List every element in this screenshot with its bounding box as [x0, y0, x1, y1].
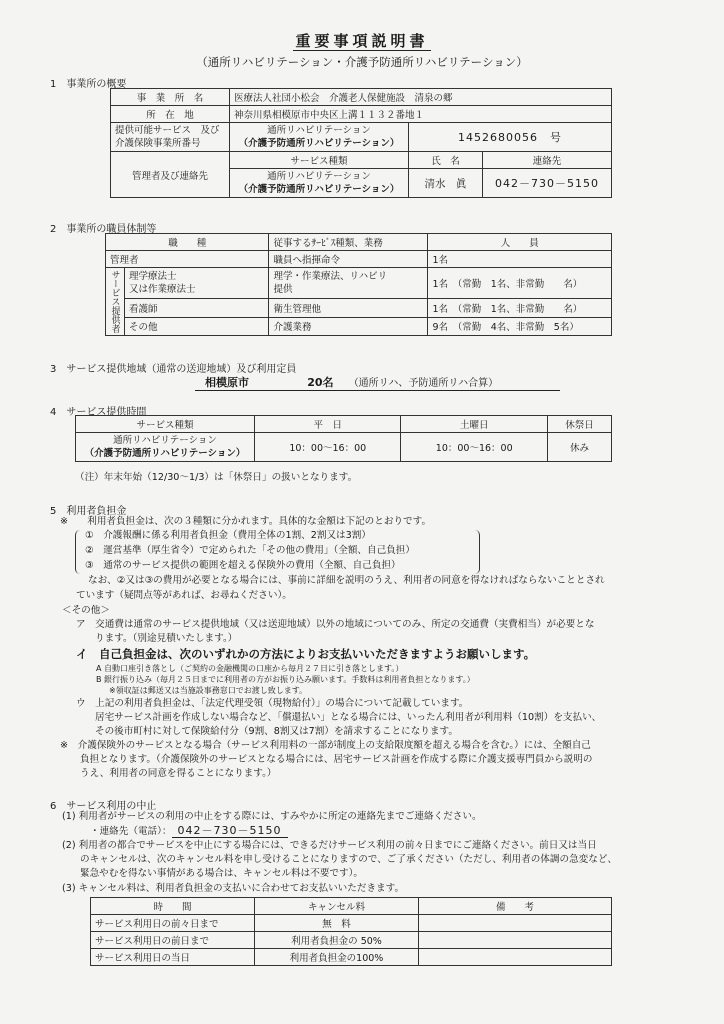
service-number-label	[111, 123, 230, 152]
cancel-header-remarks: 備 考	[419, 898, 612, 915]
cancel-row-fee: 無 料	[255, 915, 419, 932]
cancel-contact-label: ・連絡先（電話）：	[90, 826, 172, 837]
fee-item-3: ③ 通常のサービス提供の範囲を超える保険外の費用（全額、自己負担）	[85, 560, 401, 571]
fee-item-1: ① 介護報酬に係る利用者負担金（費用全体の1割、2割又は3割）	[85, 530, 371, 541]
cancel-para-3: (3) キャンセル料は、利用者負担金の支払いに合わせてお支払いいただきます。	[62, 883, 405, 894]
cancel-row-remarks	[419, 915, 612, 932]
hours-saturday: 10：00～16：00	[401, 433, 547, 462]
staff-other-role: その他	[125, 317, 269, 335]
service-name-cell	[230, 123, 409, 152]
cancel-row-remarks	[419, 932, 612, 949]
manager-header-contact: 連絡先	[483, 152, 612, 169]
cancel-row-time: サービス利用日の前日まで	[91, 932, 255, 949]
staff-manager-duty: 職員へ指揮命令	[269, 251, 428, 268]
fee-note-2: ています（疑問点等があれば、お尋ねください）。	[76, 590, 292, 601]
staff-header-duty: 従事するｻｰﾋﾞｽ種類、業務	[269, 234, 428, 251]
cancel-contact	[90, 824, 288, 840]
staff-nurse-role: 看護師	[125, 299, 269, 317]
proxy-line-2: 居宅サービス計画を作成しない場合など、「償還払い」となる場合には、いったん利用者が利用料（10割）を支払い、	[95, 712, 602, 723]
proxy-line-1: ウ 上記の利用者負担金は、「法定代理受領（現物給付）」の場合について記載しています。	[76, 698, 469, 709]
hours-table	[75, 415, 612, 462]
staff-header-role: 職 種	[106, 234, 269, 251]
staff-pt-duty-line2: 提供	[273, 284, 293, 296]
manager-header-name: 氏 名	[409, 152, 483, 169]
manager-service-line1: 通所リハビリテーション	[267, 171, 371, 182]
hours-header-service: サービス種類	[76, 416, 255, 433]
payment-option-a: A 自動口座引き落とし（ご契約の金融機関の口座から毎月２７日に引き落とします。）	[96, 664, 404, 673]
cancel-row-fee: 利用者負担金の100%	[255, 949, 419, 966]
staff-pt-count: 1名 （常勤 1名、非常勤 名）	[428, 268, 612, 299]
service-name-line2: （介護予防通所リハビリテーション）	[238, 138, 400, 149]
staff-provider-label: サービス提供者	[106, 268, 125, 336]
cancel-header-time: 時 間	[91, 898, 255, 915]
hours-header-weekday: 平 日	[255, 416, 401, 433]
manager-name: 清水 眞	[409, 169, 483, 198]
page-title	[0, 30, 724, 51]
staff-pt-role	[125, 268, 269, 299]
staff-nurse-duty: 衛生管理他	[269, 299, 428, 317]
staff-manager-role: 管理者	[106, 251, 269, 268]
manager-phone: 042－730－5150	[483, 169, 612, 198]
service-area: 相模原市	[205, 376, 249, 389]
outside-insurance-line-1: ※ 介護保険外のサービスとなる場合（サービス利用料の一部が制度上の支給限度額を超える場合を含む。）には、全額自己	[60, 740, 591, 751]
staff-table	[105, 233, 612, 336]
staff-other-count: 9名 （常勤 4名、非常勤 5名）	[428, 317, 612, 335]
other-heading: ＜その他＞	[62, 605, 110, 616]
proxy-line-3: その後市町村に対して保険給付分（9割、8割又は7割）を請求することになります。	[95, 726, 458, 737]
manager-label: 管理者及び連絡先	[111, 152, 230, 198]
cancel-para-1: (1) 利用者がサービスの利用の中止をする際には、すみやかに所定の連絡先までご連絡ください。	[62, 811, 482, 822]
address-value: 神奈川県相模原市中央区上溝１１３２番地１	[230, 106, 612, 123]
office-number: 1452680056 号	[409, 123, 612, 152]
staff-pt-duty	[269, 268, 428, 299]
facility-table	[110, 88, 612, 198]
hours-weekday: 10：00～16：00	[255, 433, 401, 462]
cancel-row-time: サービス利用日の前々日まで	[91, 915, 255, 932]
staff-manager-count: 1名	[428, 251, 612, 268]
section-2-heading: 2 事業所の職員体制等	[50, 224, 157, 235]
cancel-header-fee: キャンセル料	[255, 898, 419, 915]
staff-nurse-count: 1名 （常勤 1名、非常勤 名）	[428, 299, 612, 317]
receipt-note: ※領収証は郵送又は当施設事務窓口でお渡し致します。	[109, 686, 308, 695]
hours-service-line2: （介護予防通所リハビリテーション）	[84, 448, 246, 459]
cancel-row-remarks	[419, 949, 612, 966]
cancel-contact-phone: 042－730－5150	[172, 824, 288, 838]
facility-name-label: 事 業 所 名	[111, 89, 230, 106]
section-3-heading: 3 サービス提供地域（通常の送迎地域）及び利用定員	[50, 364, 297, 375]
section-4-heading: 4 サービス提供時間	[50, 407, 147, 418]
manager-service-cell	[230, 169, 409, 198]
title-text: 重要事項説明書	[295, 32, 429, 50]
staff-pt-role-line2: 又は作業療法士	[129, 284, 196, 296]
staff-header-count: 人 員	[428, 234, 612, 251]
manager-service-line2: （介護予防通所リハビリテーション）	[238, 184, 400, 195]
fee-intro: ※ 利用者負担金は、次の３種類に分かれます。具体的な金額は下記のとおりです。	[60, 516, 432, 527]
address-label: 所 在 地	[111, 106, 230, 123]
hours-service-cell	[76, 433, 255, 462]
transport-line-1: ア 交通費は通常のサービス提供地域（又は送迎地域）以外の地域についてのみ、所定の交通費（実費相当）が必要とな	[76, 619, 595, 630]
page-subtitle: （通所リハビリテーション・介護予防通所リハビリテーション）	[196, 55, 528, 69]
facility-name-value: 医療法人社団小松会 介護老人保健施設 清泉の郷	[230, 89, 612, 106]
staff-other-duty: 介護業務	[269, 317, 428, 335]
fee-note-1: なお、②又は③の費用が必要となる場合には、事前に詳細を説明のうえ、利用者の同意を得なければならないこととされ	[88, 575, 605, 586]
cancel-fee-table	[90, 897, 612, 966]
outside-insurance-line-2: 負担となります。（介護保険外のサービスとなる場合には、居宅サービス計画を作成する際に介護支援専門員から説明の	[80, 754, 593, 765]
section-5-heading: 5 利用者負担金	[50, 506, 127, 517]
service-label-line2: 介護保険事業所番号	[115, 138, 201, 149]
service-name-line1: 通所リハビリテーション	[267, 125, 371, 136]
service-label-line1: 提供可能サービス 及び	[115, 125, 220, 136]
payment-option-b: B 銀行振り込み（毎月２５日までに利用者の方がお振り込み願います。手数料は利用者負担となります。）	[96, 675, 475, 684]
hours-note: （注）年末年始（12/30～1/3）は「休祭日」の扱いとなります。	[75, 472, 358, 483]
transport-line-2: ります。（別途見積いたします。）	[95, 633, 238, 644]
payment-heading: イ 自己負担金は、次のいずれかの方法によりお支払いいただきますようお願いします。	[76, 647, 536, 661]
cancel-row-fee: 利用者負担金の 50%	[255, 932, 419, 949]
manager-header-service: サービス種類	[230, 152, 409, 169]
hours-holiday: 休み	[547, 433, 611, 462]
hours-header-holiday: 休祭日	[547, 416, 611, 433]
cancel-para-2b: のキャンセルは、次のキャンセル料を申し受けることになりますので、ご了承ください（ただし、利用者の体調の急変など、	[80, 854, 618, 865]
section-1-heading: 1 事業所の概要	[50, 79, 127, 90]
cancel-para-2c: 緊急やむを得ない事情がある場合は、キャンセル料は不要です）。	[80, 868, 364, 879]
service-area-line	[195, 374, 560, 391]
fee-item-2: ② 運営基準（厚生省令）で定められた「その他の費用」（全額、自己負担）	[85, 545, 415, 556]
staff-pt-role-line1: 理学療法士	[129, 271, 177, 283]
section-6-heading: 6 サービス利用の中止	[50, 801, 157, 812]
hours-service-line1: 通所リハビリテーション	[113, 435, 217, 446]
hours-header-saturday: 土曜日	[401, 416, 547, 433]
outside-insurance-line-3: うえ、利用者の同意を得ることになります。）	[80, 768, 277, 779]
staff-pt-duty-line1: 理学・作業療法、リハビリ	[273, 271, 388, 283]
capacity-note: （通所リハ、予防通所リハ合算）	[348, 378, 499, 389]
cancel-para-2a: (2) 利用者の都合でサービスを中止にする場合には、できるだけサービス利用の前々日までにご連絡ください。前日又は当日	[62, 840, 597, 851]
capacity: 20名	[307, 376, 334, 389]
cancel-row-time: サービス利用日の当日	[91, 949, 255, 966]
